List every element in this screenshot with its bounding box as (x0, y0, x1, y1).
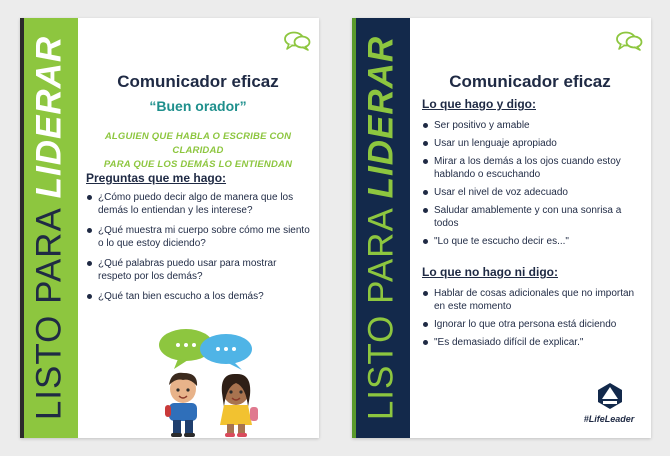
questions-heading: Preguntas que me hago: (86, 171, 227, 185)
dont-list (422, 287, 644, 354)
left-title: Comunicador eficaz (117, 72, 279, 91)
do-list (422, 119, 644, 253)
list-item: Ignorar lo que otra persona está diciendo (422, 318, 644, 331)
questions-list (86, 191, 312, 310)
left-tagline: ALGUIEN QUE HABLA O ESCRIBE CON CLARIDAD PARA QUE LOS DEMÁS LO ENTIENDAN (103, 131, 293, 170)
right-card (352, 18, 651, 438)
left-card (20, 18, 319, 438)
speech-bubbles-icon (283, 30, 311, 52)
list-item: "Lo que te escucho decir es..." (422, 235, 644, 248)
do-heading: Lo que hago y digo: (422, 97, 536, 111)
list-item: Saludar amablemente y con una sonrisa a todos (422, 204, 644, 230)
list-item: "Es demasiado difícil de explicar." (422, 336, 644, 349)
kids-talking-illustration (138, 323, 288, 438)
life-leader-badge-icon (596, 382, 624, 410)
right-stripe-edge (352, 18, 356, 438)
list-item: Mirar a los demás a los ojos cuando estoy hablando o escuchando (422, 155, 644, 181)
list-item: ¿Qué palabras puedo usar para mostrar respeto por los demás? (86, 257, 312, 283)
list-item: ¿Qué tan bien escucho a los demás? (86, 290, 312, 303)
list-item: Usar un lenguaje apropiado (422, 137, 644, 150)
list-item: ¿Qué muestra mi cuerpo sobre cómo me siento o lo que estoy diciendo? (86, 224, 312, 250)
speech-bubbles-icon (615, 30, 643, 52)
right-vertical-title: LISTO PARA LIDERAR (361, 35, 401, 421)
list-item: Usar el nivel de voz adecuado (422, 186, 644, 199)
left-stripe-edge (20, 18, 24, 438)
dont-heading: Lo que no hago ni digo: (422, 265, 558, 279)
list-item: Ser positivo y amable (422, 119, 644, 132)
left-subtitle: “Buen orador” (149, 98, 247, 114)
hashtag: #LifeLeader (583, 414, 635, 424)
left-vertical-title: LISTO PARA LIDERAR (29, 35, 69, 421)
list-item: Hablar de cosas adicionales que no importan en este momento (422, 287, 644, 313)
right-title: Comunicador eficaz (449, 72, 611, 91)
list-item: ¿Cómo puedo decir algo de manera que los demás lo entiendan y les interese? (86, 191, 312, 217)
